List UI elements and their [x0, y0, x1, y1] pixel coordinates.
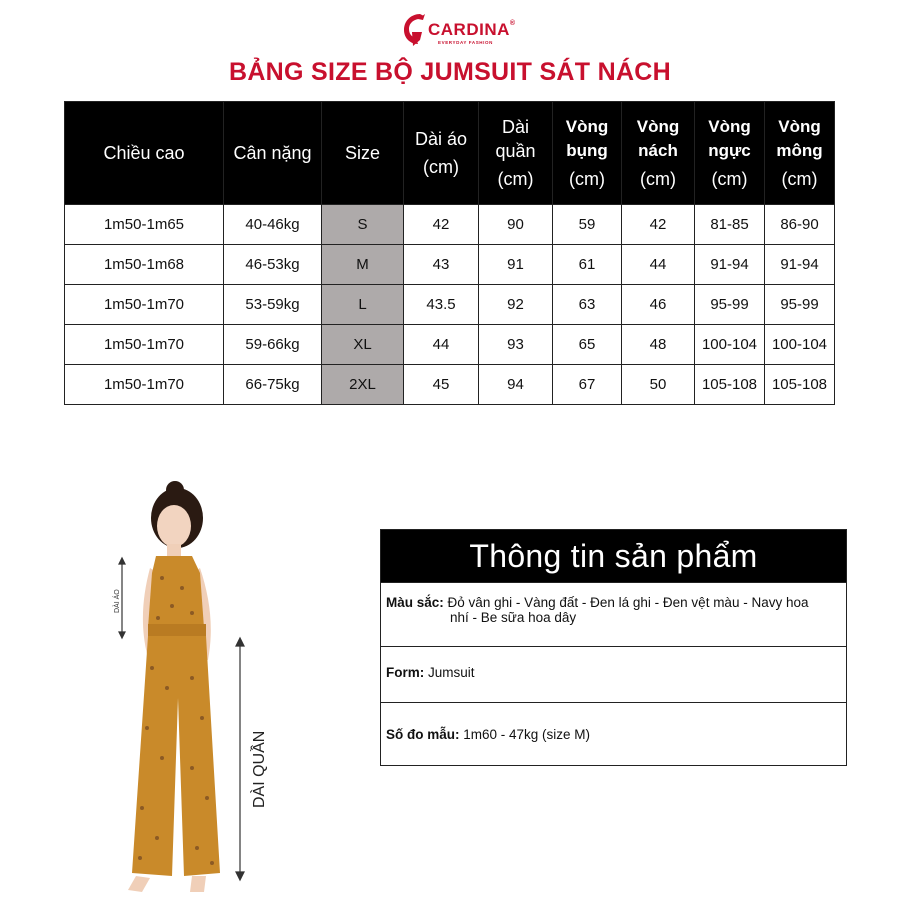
table-cell: 40-46kg	[224, 205, 322, 245]
header-label: Chiều cao	[103, 143, 185, 163]
header-label: Dài quần	[495, 117, 536, 161]
size-table-header	[765, 102, 835, 205]
dai-quan-label: DÀI QUẦN	[251, 730, 268, 808]
table-cell: 65	[553, 325, 622, 365]
size-cell: M	[322, 245, 404, 285]
color-row	[381, 582, 846, 646]
table-cell: 94	[479, 365, 553, 405]
color-value-line1: Đỏ vân ghi - Vàng đất - Đen lá ghi - Đen vệt màu - Navy hoa	[447, 595, 809, 610]
model-measure-label: Số đo mẫu:	[386, 727, 460, 742]
product-info-header: Thông tin sản phẩm	[381, 530, 846, 582]
color-label: Màu sắc:	[386, 595, 444, 610]
table-cell: 90	[479, 205, 553, 245]
table-cell: 100-104	[765, 325, 835, 365]
dai-ao-label: DÀI ÁO	[114, 589, 121, 613]
size-table	[64, 101, 835, 405]
table-cell: 42	[404, 205, 479, 245]
size-table-header	[322, 102, 404, 205]
table-row	[65, 325, 835, 365]
table-cell: 92	[479, 285, 553, 325]
table-cell: 63	[553, 285, 622, 325]
page-title: BẢNG SIZE BỘ JUMSUIT SÁT NÁCH	[228, 58, 672, 86]
header-unit: (cm)	[423, 157, 459, 177]
brand-logo	[398, 10, 516, 48]
size-table-header	[479, 102, 553, 205]
size-table-header-row	[65, 102, 835, 205]
form-label: Form:	[386, 665, 425, 680]
size-cell: XL	[322, 325, 404, 365]
table-cell: 105-108	[695, 365, 765, 405]
header-label: Vòng mông	[776, 117, 823, 160]
table-cell: 1m50-1m65	[65, 205, 224, 245]
table-cell: 44	[404, 325, 479, 365]
product-info-box	[380, 529, 847, 766]
table-cell: 100-104	[695, 325, 765, 365]
size-cell: 2XL	[322, 365, 404, 405]
size-table-header	[404, 102, 479, 205]
table-cell: 95-99	[765, 285, 835, 325]
header-label: Vòng nách	[636, 117, 680, 160]
brand-tagline: EVERYDAY FASHION	[438, 40, 493, 45]
color-value-line2: nhí - Be sữa hoa dây	[450, 610, 577, 625]
table-row	[65, 285, 835, 325]
header-label: Size	[344, 143, 380, 163]
table-cell: 86-90	[765, 205, 835, 245]
form-value: Jumsuit	[428, 665, 475, 680]
table-row	[65, 245, 835, 285]
table-cell: 93	[479, 325, 553, 365]
header-unit: (cm)	[640, 169, 676, 189]
table-cell: 50	[622, 365, 695, 405]
table-cell: 1m50-1m70	[65, 365, 224, 405]
table-cell: 46	[622, 285, 695, 325]
table-cell: 59	[553, 205, 622, 245]
size-cell: S	[322, 205, 404, 245]
header-unit: (cm)	[781, 169, 818, 189]
table-cell: 45	[404, 365, 479, 405]
table-cell: 61	[553, 245, 622, 285]
header-unit: (cm)	[497, 169, 534, 189]
size-table-header	[65, 102, 224, 205]
model-photo	[92, 478, 322, 900]
size-cell: L	[322, 285, 404, 325]
header-label: Vòng bụng	[565, 117, 609, 160]
form-row	[381, 646, 846, 702]
table-row	[65, 205, 835, 245]
table-cell: 42	[622, 205, 695, 245]
size-table-header	[224, 102, 322, 205]
table-cell: 67	[553, 365, 622, 405]
model-measure-value: 1m60 - 47kg (size M)	[463, 727, 591, 742]
table-cell: 91-94	[695, 245, 765, 285]
table-cell: 95-99	[695, 285, 765, 325]
table-cell: 43.5	[404, 285, 479, 325]
table-cell: 59-66kg	[224, 325, 322, 365]
table-row	[65, 365, 835, 405]
table-cell: 1m50-1m68	[65, 245, 224, 285]
table-cell: 46-53kg	[224, 245, 322, 285]
table-cell: 91	[479, 245, 553, 285]
brand-name: CARDINA®	[428, 20, 516, 39]
header-label: Dài áo	[414, 129, 468, 149]
table-cell: 81-85	[695, 205, 765, 245]
table-cell: 44	[622, 245, 695, 285]
table-cell: 66-75kg	[224, 365, 322, 405]
header-unit: (cm)	[711, 169, 748, 189]
model-measure-row	[381, 702, 846, 767]
table-cell: 1m50-1m70	[65, 285, 224, 325]
size-table-header	[622, 102, 695, 205]
size-table-header	[553, 102, 622, 205]
header-label: Vòng ngực	[708, 117, 751, 160]
table-cell: 91-94	[765, 245, 835, 285]
size-table-header	[695, 102, 765, 205]
table-cell: 1m50-1m70	[65, 325, 224, 365]
header-label: Cân nặng	[233, 143, 312, 163]
table-cell: 105-108	[765, 365, 835, 405]
table-cell: 53-59kg	[224, 285, 322, 325]
header-unit: (cm)	[569, 169, 605, 189]
table-cell: 43	[404, 245, 479, 285]
table-cell: 48	[622, 325, 695, 365]
